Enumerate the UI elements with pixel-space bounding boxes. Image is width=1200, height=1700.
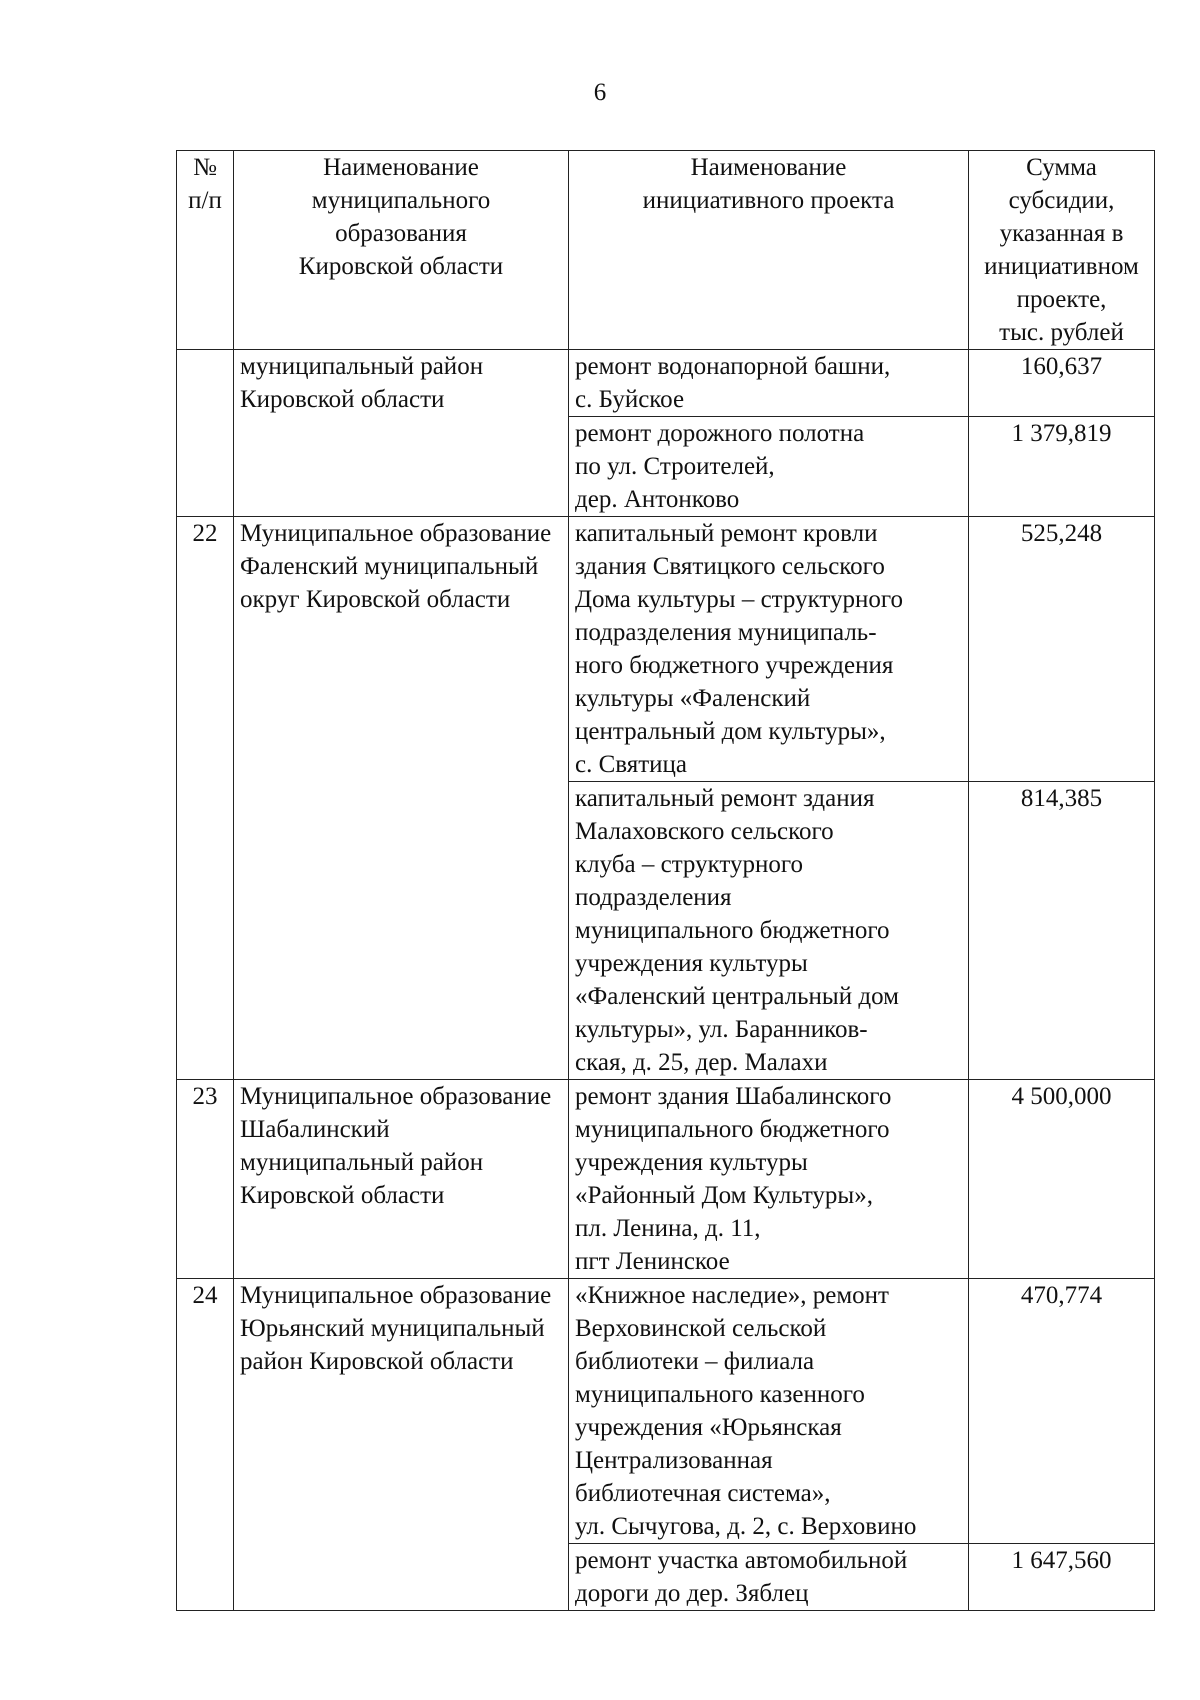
table-row	[177, 1279, 1155, 1544]
header-project: Наименование инициативного проекта	[569, 151, 969, 350]
header-amount: Сумма субсидии, указанная в инициативном проекте, тыс. рублей	[969, 151, 1155, 350]
row-number: 24	[177, 1279, 234, 1611]
project-name: ремонт участка автомобильной дороги до дер. Зяблец	[569, 1544, 969, 1611]
subsidy-amount: 525,248	[969, 517, 1155, 782]
row-number: 23	[177, 1080, 234, 1279]
project-name: ремонт водонапорной башни, с. Буйское	[569, 350, 969, 417]
project-name: капитальный ремонт кровли здания Святицкого сельского Дома культуры – структурного подразделения муниципаль- ного бюджетного учреждения культуры «Фаленский центральный дом культуры», с. Святица	[569, 517, 969, 782]
subsidy-amount: 814,385	[969, 782, 1155, 1080]
municipality-name: Муниципальное образование Фаленский муниципальный округ Кировской области	[234, 517, 569, 1080]
table-row	[177, 1080, 1155, 1279]
project-name: ремонт дорожного полотна по ул. Строителей, дер. Антонково	[569, 417, 969, 517]
subsidy-amount: 1 647,560	[969, 1544, 1155, 1611]
table-header-row	[177, 151, 1155, 350]
table-row	[177, 517, 1155, 782]
subsidy-amount: 160,637	[969, 350, 1155, 417]
page-number: 6	[593, 79, 607, 106]
municipality-name: Муниципальное образование Юрьянский муниципальный район Кировской области	[234, 1279, 569, 1611]
subsidy-amount: 4 500,000	[969, 1080, 1155, 1279]
project-name: капитальный ремонт здания Малаховского сельского клуба – структурного подразделения муниципального бюджетного учреждения культуры «Фаленский центральный дом культуры», ул. Баранников- ская, д. 25, дер. Малахи	[569, 782, 969, 1080]
municipality-name: Муниципальное образование Шабалинский муниципальный район Кировской области	[234, 1080, 569, 1279]
subsidy-amount: 470,774	[969, 1279, 1155, 1544]
header-number: № п/п	[177, 151, 234, 350]
row-number: 22	[177, 517, 234, 1080]
subsidy-amount: 1 379,819	[969, 417, 1155, 517]
subsidy-table	[176, 150, 1155, 1611]
row-number	[177, 350, 234, 517]
header-municipality: Наименование муниципального образования Кировской области	[234, 151, 569, 350]
table-row	[177, 350, 1155, 417]
project-name: «Книжное наследие», ремонт Верховинской сельской библиотеки – филиала муниципального казенного учреждения «Юрьянская Централизованная библиотечная система», ул. Сычугова, д. 2, с. Верховино	[569, 1279, 969, 1544]
project-name: ремонт здания Шабалинского муниципального бюджетного учреждения культуры «Районный Дом Культуры», пл. Ленина, д. 11, пгт Ленинское	[569, 1080, 969, 1279]
municipality-name: муниципальный район Кировской области	[234, 350, 569, 517]
